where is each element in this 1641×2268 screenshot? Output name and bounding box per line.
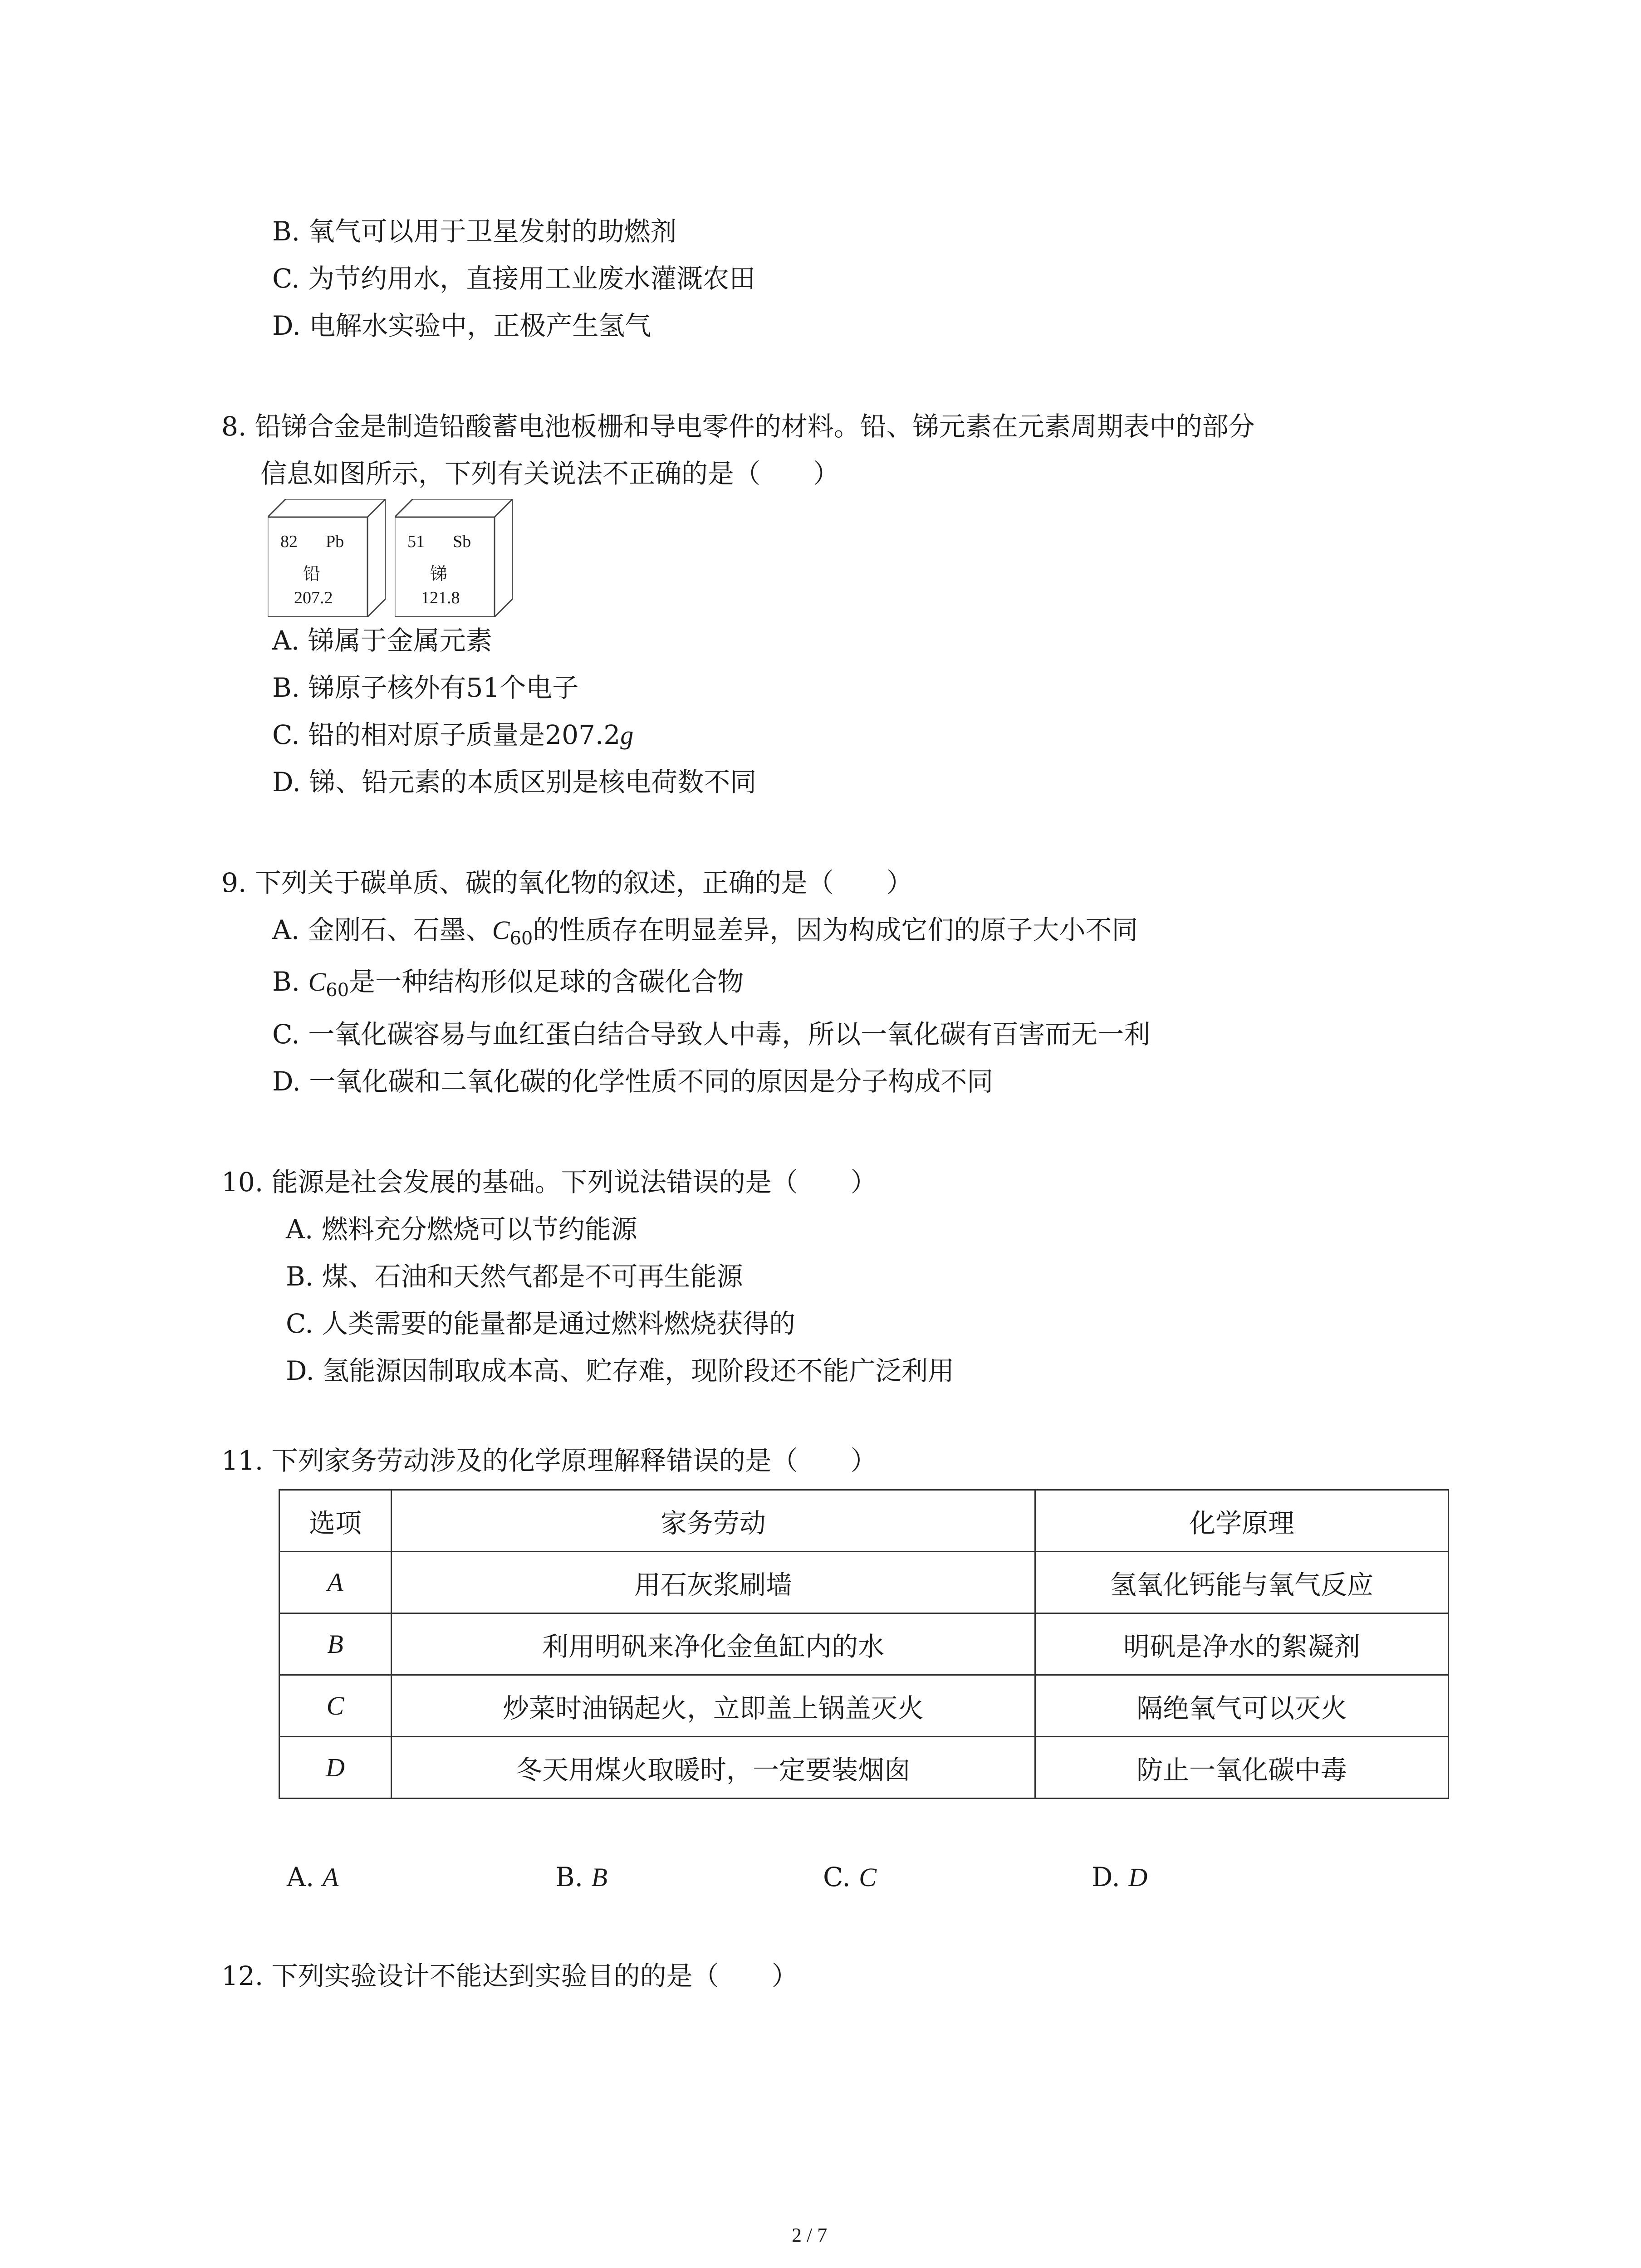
q8-option-b: B. 锑原子核外有51个电子	[272, 672, 579, 703]
answer-label: B.	[555, 1862, 583, 1892]
row-principle: 防止一氧化碳中毒	[1035, 1737, 1449, 1799]
q9-option-c: C. 一氧化碳容易与血红蛋白结合导致人中毒，所以一氧化碳有百害而无一利	[272, 1019, 1151, 1050]
row-option: C	[279, 1675, 392, 1737]
header-option: 选项	[279, 1490, 392, 1552]
q11-answer-a	[287, 1859, 338, 1896]
q8-option-c-text: C. 铅的相对原子质量是207.2	[272, 719, 621, 750]
row-housework: 用石灰浆刷墙	[392, 1552, 1035, 1613]
pb-name: 铅	[303, 564, 321, 584]
q8-option-d: D. 锑、铅元素的本质区别是核电荷数不同	[272, 767, 757, 797]
q11-answer-b	[555, 1859, 607, 1896]
answer-label: D.	[1092, 1862, 1120, 1892]
element-card-sb	[395, 499, 513, 617]
pb-mass: 207.2	[294, 588, 333, 607]
q11-answer-d	[1092, 1859, 1147, 1896]
sb-symbol: Sb	[453, 532, 471, 551]
page-number: 2 / 7	[792, 2224, 828, 2246]
q9-option-a-pre: A. 金刚石、石墨、	[272, 914, 492, 945]
row-option: A	[279, 1552, 392, 1613]
element-card-pb	[268, 499, 386, 617]
table-row	[279, 1737, 1449, 1799]
c60-subscript: 60	[509, 928, 533, 949]
sb-mass: 121.8	[421, 588, 460, 607]
answer-value: C	[859, 1862, 877, 1892]
row-housework: 利用明矾来净化金鱼缸内的水	[392, 1613, 1035, 1675]
q9-option-d: D. 一氧化碳和二氧化碳的化学性质不同的原因是分子构成不同	[272, 1066, 994, 1097]
q10-option-d: D. 氢能源因制取成本高、贮存难，现阶段还不能广泛利用	[286, 1355, 955, 1386]
q10-option-c: C. 人类需要的能量都是通过燃料燃烧获得的	[286, 1308, 796, 1339]
c60-subscript: 60	[326, 980, 349, 1001]
q9-option-b-post: 是一种结构形似足球的含碳化合物	[349, 966, 744, 997]
q11-answer-c	[823, 1859, 877, 1896]
q8-option-c	[272, 717, 633, 753]
table-row	[279, 1613, 1449, 1675]
q7-option-c: C. 为节约用水，直接用工业废水灌溉农田	[272, 263, 756, 294]
q9-stem: 9. 下列关于碳单质、碳的氧化物的叙述，正确的是（ ）	[221, 867, 913, 898]
answer-label: A.	[287, 1862, 314, 1892]
q7-option-d: D. 电解水实验中，正极产生氢气	[272, 310, 652, 341]
sb-atomic-number: 51	[407, 532, 425, 551]
q7-option-b: B. 氧气可以用于卫星发射的助燃剂	[272, 216, 677, 247]
q10-stem: 10. 能源是社会发展的基础。下列说法错误的是（ ）	[221, 1167, 877, 1198]
q9-option-a	[272, 912, 1138, 957]
pb-symbol: Pb	[326, 532, 344, 551]
table-row	[279, 1675, 1449, 1737]
q12-stem: 12. 下列实验设计不能达到实验目的的是（ ）	[221, 1960, 798, 1991]
sb-name: 锑	[430, 564, 448, 584]
q8-option-c-unit: g	[620, 720, 634, 750]
table-header-row	[279, 1490, 1449, 1552]
row-housework: 炒菜时油锅起火，立即盖上锅盖灭火	[392, 1675, 1035, 1737]
row-housework: 冬天用煤火取暖时，一定要装烟囱	[392, 1737, 1035, 1799]
q9-option-b	[272, 963, 744, 1008]
table-row	[279, 1552, 1449, 1613]
q11-stem: 11. 下列家务劳动涉及的化学原理解释错误的是（ ）	[221, 1445, 877, 1476]
answer-label: C.	[823, 1862, 851, 1892]
c60-symbol: C	[308, 967, 326, 997]
q9-option-a-post: 的性质存在明显差异，因为构成它们的原子大小不同	[533, 914, 1138, 945]
header-principle: 化学原理	[1035, 1490, 1449, 1552]
q11-table	[279, 1489, 1449, 1799]
row-option: B	[279, 1613, 392, 1675]
q8-stem-line1: 8. 铅锑合金是制造铅酸蓄电池板栅和导电零件的材料。铅、锑元素在元素周期表中的部分	[221, 411, 1255, 442]
q10-option-a: A. 燃料充分燃烧可以节约能源	[286, 1214, 637, 1245]
c60-symbol: C	[492, 915, 510, 945]
q8-option-a: A. 锑属于金属元素	[272, 625, 492, 656]
answer-value: B	[591, 1862, 607, 1892]
row-option: D	[279, 1737, 392, 1799]
q10-option-b: B. 煤、石油和天然气都是不可再生能源	[286, 1261, 743, 1292]
row-principle: 明矾是净水的絮凝剂	[1035, 1613, 1449, 1675]
row-principle: 氢氧化钙能与氧气反应	[1035, 1552, 1449, 1613]
answer-value: D	[1128, 1862, 1148, 1892]
header-housework: 家务劳动	[392, 1490, 1035, 1552]
row-principle: 隔绝氧气可以灭火	[1035, 1675, 1449, 1737]
q8-stem-line2: 信息如图所示，下列有关说法不正确的是（ ）	[260, 458, 840, 489]
answer-value: A	[322, 1862, 339, 1892]
q9-option-b-pre: B.	[272, 966, 309, 997]
pb-atomic-number: 82	[280, 532, 298, 551]
